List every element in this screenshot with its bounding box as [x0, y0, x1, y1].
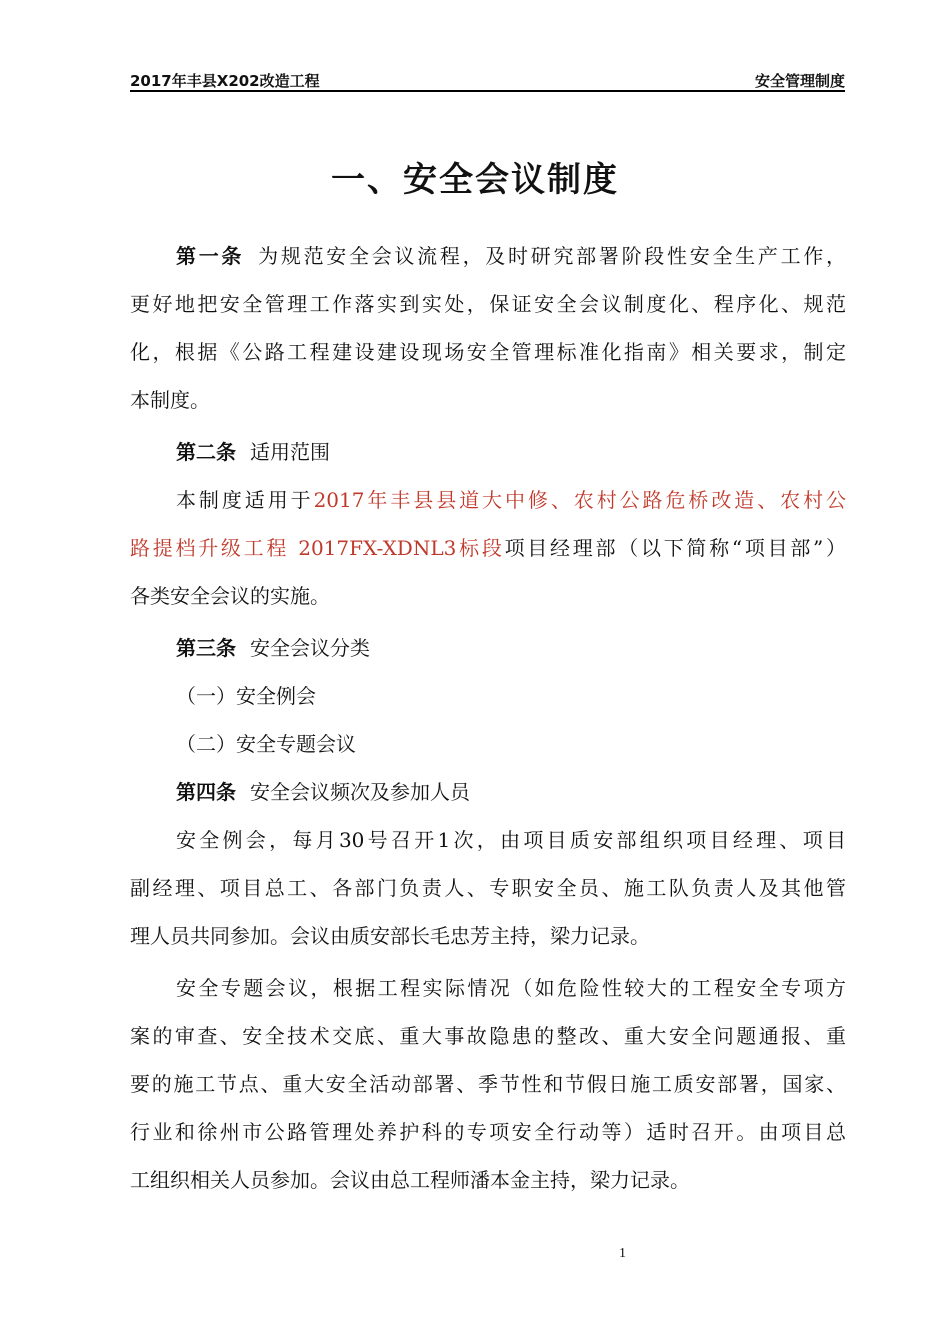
article-4-p1-line-3: 理人员共同参加。会议由质安部长毛忠芳主持，梁力记录。: [130, 924, 650, 948]
article-4-p2-line-2: 案的审查、安全技术交底、重大事故隐患的整改、重大安全问题通报、重: [130, 1024, 846, 1048]
article-2-title: 适用范围: [250, 440, 330, 464]
article-4-p2-line-5: 工组织相关人员参加。会议由总工程师潘本金主持，梁力记录。: [130, 1168, 690, 1192]
article-2-line-2: [130, 524, 846, 572]
page-title: 一、安全会议制度: [331, 160, 619, 200]
header-section-name: 安全管理制度: [754, 72, 845, 90]
article-4-p2-line-3: 要的施工节点、重大安全活动部署、季节性和节假日施工质安部署，国家、: [130, 1072, 846, 1096]
article-1-label: 第一条: [176, 244, 245, 268]
article-4-p1-line-2: 副经理、项目总工、各部门负责人、专职安全员、施工队负责人及其他管: [130, 876, 846, 900]
article-4-heading: [130, 768, 846, 816]
article-1-line-3: 化，根据《公路工程建设建设现场安全管理标准化指南》相关要求，制定: [130, 340, 846, 364]
article-1-line-4: 本制度。: [130, 388, 210, 412]
article-2-label: 第二条: [176, 440, 236, 464]
article-4-p2-line-1: 安全专题会议，根据工程实际情况（如危险性较大的工程安全专项方: [176, 976, 846, 1000]
article-2-text-pre: 本制度适用于: [176, 488, 314, 512]
article-3-item-1: （一）安全例会: [176, 684, 316, 708]
article-2-project-section: 路提档升级工程 2017FX-XDNL3标段: [130, 536, 505, 560]
article-4-p2-line-4: 行业和徐州市公路管理处养护科的专项安全行动等）适时召开。由项目总: [130, 1120, 846, 1144]
page-number: 1: [619, 1246, 626, 1261]
article-2-line-3: 各类安全会议的实施。: [130, 584, 330, 608]
article-1-line-2: 更好地把安全管理工作落实到实处，保证安全会议制度化、程序化、规范: [130, 292, 846, 316]
page-header: [130, 68, 845, 92]
article-4-label: 第四条: [176, 780, 236, 804]
article-2-heading: [130, 428, 846, 476]
article-2-text-post: 项目经理部（以下简称“项目部”）: [504, 536, 846, 560]
article-3-heading: [130, 624, 846, 672]
document-body: [130, 232, 846, 1204]
article-4-title: 安全会议频次及参加人员: [250, 780, 470, 804]
header-project-name: 2017年丰县X202改造工程: [130, 72, 320, 90]
article-3-title: 安全会议分类: [250, 636, 370, 660]
article-3-label: 第三条: [176, 636, 236, 660]
article-1-text: 为规范安全会议流程，及时研究部署阶段性安全生产工作，: [258, 244, 846, 268]
article-4-p1-line-1: 安全例会，每月30号召开1次，由项目质安部组织项目经理、项目: [176, 828, 846, 852]
article-2-line-1: [130, 476, 846, 524]
article-3-item-2: （二）安全专题会议: [176, 732, 356, 756]
article-2-project-name: 2017年丰县县道大中修、农村公路危桥改造、农村公: [313, 488, 846, 512]
article-1-line-1: [130, 232, 846, 280]
